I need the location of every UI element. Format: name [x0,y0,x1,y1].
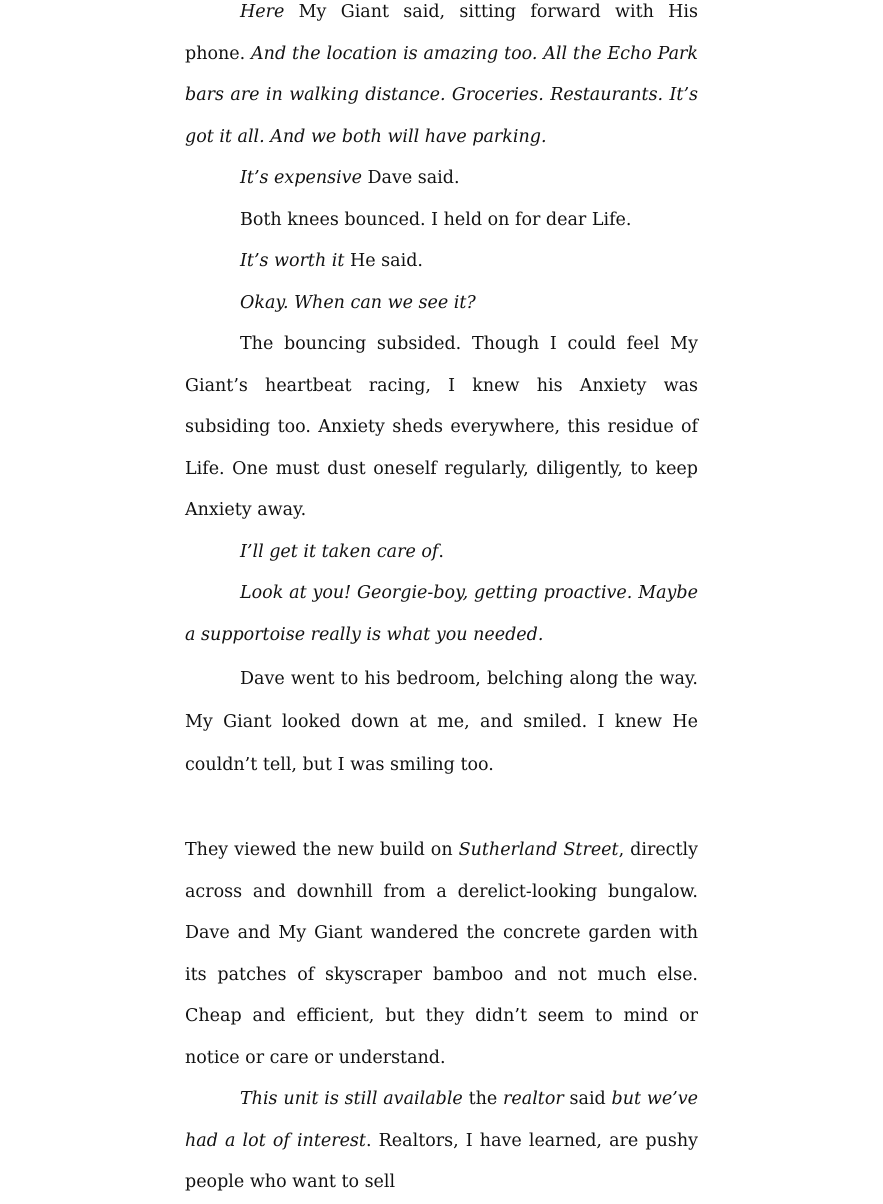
text-segment: Sutherland Street [458,840,619,860]
text-segment: I’ll get it taken care of [240,541,439,562]
paragraph-p1 [185,0,698,158]
paragraph-p7 [185,532,698,574]
paragraph-p4 [185,241,698,283]
paragraph-p5 [185,283,698,325]
text-segment: Look at you! Georgie-boy, getting proactive. Maybe a supportoise really is what you needed. [185,583,698,645]
paragraph-p8 [185,573,698,656]
paragraph-p2 [185,158,698,200]
text-segment: He said. [344,251,423,271]
text-segment: They viewed the new build on [185,840,459,860]
text-segment: This unit is still available [240,1089,463,1109]
text-segment: My Giant said, sitting forward with His phone. [185,2,698,64]
text-segment: realtor [503,1089,564,1109]
text-segment: . [438,541,444,562]
text-segment: Here [240,2,285,22]
paragraph-p3 [185,200,698,242]
text-segment: but we’ve had a lot of interest [185,1089,698,1151]
text-segment: The bouncing subsided. Though I could feel My Giant’s heartbeat racing, I knew his Anxiety was subsiding too. Anxiety sheds everywhere, this residue of Life. One must dust oneself regularly, diligently, to keep Anxiety away. [185,334,698,520]
text-segment: It’s expensive [240,168,362,188]
text-segment: Okay. When can we see it? [240,292,476,313]
manuscript-page [185,0,698,1204]
text-segment: It’s worth it [240,251,345,271]
text-segment: Dave said. [361,168,460,188]
scene-break [185,787,698,830]
text-segment: And the location is amazing too. All the Echo Park bars are in walking distance. Groceries. Restaurants. It’s got it all. And we both will have parking. [185,43,699,147]
text-segment: Both knees bounced. I held on for dear Life. [240,209,632,230]
text-segment: the [462,1089,504,1109]
paragraph-p9 [185,658,698,787]
paragraph-p10 [185,830,698,1079]
text-segment: , directly across and downhill from a derelict-looking bungalow. Dave and My Giant wandered the concrete garden with its patches of skyscraper bamboo and not much else. Cheap and efficient, but they didn’t seem to mind or notice or care or understand. [185,840,698,1068]
text-segment: Dave went to his bedroom, belching along the way. My Giant looked down at me, and smiled. I knew He couldn’t tell, but I was smiling too. [185,669,698,775]
paragraph-p6 [185,324,698,532]
paragraph-p11 [185,1079,698,1204]
text-segment: said [563,1089,612,1109]
text-segment: . Realtors, I have learned, are pushy people who want to sell [185,1130,698,1192]
